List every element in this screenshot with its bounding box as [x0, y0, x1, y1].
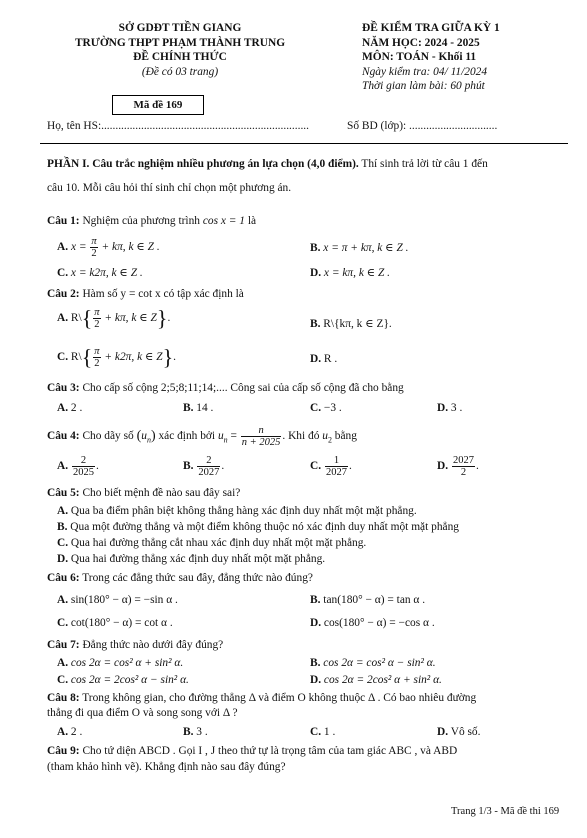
q6-option-d — [310, 617, 435, 630]
q4-def-u: u — [217, 430, 224, 443]
q6-a-label: A. — [57, 594, 69, 606]
question-2 — [47, 288, 244, 301]
exam-duration: Thời gian làm bài: 60 phút — [362, 80, 485, 92]
q7-c-label: C. — [57, 674, 69, 686]
q7-d-label: D. — [310, 674, 322, 686]
q2-c-den: 2 — [94, 358, 100, 370]
question-3 — [47, 382, 404, 395]
q1-d-text: x = kπ, k ∈ Z . — [321, 267, 391, 279]
q5-d-label: D. — [57, 553, 69, 565]
q7-a-text: cos 2α = cos² α + sin² α. — [68, 657, 184, 669]
q4-a-den: 2025 — [72, 467, 94, 479]
q2-a-fraction — [93, 307, 100, 330]
q1-option-d — [310, 267, 390, 280]
question-1 — [47, 215, 256, 228]
q8-c-text: 1 . — [321, 726, 336, 738]
part1-heading — [47, 158, 488, 171]
q4-def-fraction — [241, 425, 282, 448]
q3-b-label: B. — [183, 402, 194, 414]
q6-c-label: C. — [57, 617, 69, 629]
q1-text: Nghiệm của phương trình — [79, 215, 203, 227]
question-9-line2: (tham khảo hình vẽ). Khẳng định nào sau đây đúng? — [47, 761, 286, 773]
q1-option-b — [310, 242, 409, 255]
q2-option-a: A. R\{ $\frac{\pi}{2}$ + kπ, k ∈ Z}. — [57, 305, 171, 331]
q5-label: Câu 5: — [47, 487, 80, 499]
q8-a-text: 2 . — [68, 726, 83, 738]
q2-a-num: π — [94, 307, 100, 318]
q4-option-d: D. $\frac{2027}{2}$ . — [437, 455, 479, 479]
q7-option-b — [310, 657, 436, 670]
q6-option-c — [57, 617, 173, 630]
q1-a-rest: + kπ, k ∈ Z . — [98, 241, 160, 254]
q7-option-a — [57, 657, 183, 670]
q9-label: Câu 9: — [47, 745, 80, 757]
q4-b-num: 2 — [197, 455, 220, 467]
q4-a-num: 2 — [72, 455, 95, 467]
question-5 — [47, 487, 240, 500]
q4-c-den: 2027 — [325, 467, 347, 479]
q5-b-text: Qua một đường thẳng và một điểm không thuộc nó xác định duy nhất một mặt phẳng — [67, 521, 459, 533]
question-9 — [47, 745, 457, 758]
q3-option-d — [437, 402, 462, 415]
q6-option-b — [310, 594, 425, 607]
q8-option-a — [57, 726, 82, 739]
q3-option-b — [183, 402, 213, 415]
q2-b-label: B. — [310, 318, 321, 330]
q7-d-text: cos 2α = 2cos² α + sin² α. — [321, 674, 442, 686]
student-name-field: Họ, tên HS:......................................................................... — [47, 120, 309, 132]
q6-d-text: cos(180° − α) = −cos α . — [321, 617, 435, 629]
q1-label: Câu 1: — [47, 215, 80, 227]
question-8-line2: thẳng đi qua điểm O và song song với Δ ? — [47, 707, 238, 719]
question-7 — [47, 639, 223, 652]
q8-d-label: D. — [437, 726, 449, 738]
q5-b-label: B. — [57, 521, 68, 533]
q6-a-text: sin(180° − α) = −sin α . — [68, 594, 178, 606]
q5-c-label: C. — [57, 537, 69, 549]
q1-option-c — [57, 267, 143, 280]
q3-a-label: A. — [57, 402, 69, 414]
subject: MÔN: TOÁN - Khối 11 — [362, 51, 477, 63]
exam-title: ĐỀ KIỂM TRA GIỮA KỲ 1 — [362, 22, 500, 34]
q1-b-text: x = π + kπ, k ∈ Z . — [320, 242, 409, 254]
q8-option-c — [310, 726, 335, 739]
q5-a-text: Qua ba điểm phân biệt không thẳng hàng xác định duy nhất một mặt phẳng. — [68, 505, 417, 517]
q5-c-text: Qua hai đường thẳng cắt nhau xác định duy nhất một mặt phẳng. — [68, 537, 367, 549]
q2-c-fraction — [93, 346, 100, 369]
q3-label: Câu 3: — [47, 382, 80, 394]
q1-a-label: A. — [57, 241, 69, 254]
q7-b-text: cos 2α = cos² α − sin² α. — [320, 657, 436, 669]
question-4: Câu 4: Cho dãy số $(u_n)$ xác định bởi $u_n$ = $\frac{n}{n + 2025}$ . Khi đó $u_2$ bằng — [47, 425, 357, 449]
q4-label: Câu 4: — [47, 430, 80, 443]
part1-instruction-2: câu 10. Mỗi câu hỏi thí sinh chỉ chọn một phương án. — [47, 182, 292, 194]
q5-option-b — [57, 521, 459, 534]
question-8 — [47, 692, 476, 705]
q4-option-c: C. $\frac{1}{2027}$ . — [310, 455, 352, 479]
q8-d-text: Vô số. — [448, 726, 481, 738]
q8-a-label: A. — [57, 726, 69, 738]
q2-text: Hàm số y = cot x có tập xác định là — [79, 288, 244, 300]
q3-c-text: −3 . — [321, 402, 342, 414]
header-divider — [40, 143, 568, 144]
q3-d-text: 3 . — [448, 402, 463, 414]
q2-c-num: π — [94, 346, 100, 357]
q4-def-eq: = — [227, 430, 240, 443]
q8-option-b — [183, 726, 208, 739]
q4-option-b: B. $\frac{2}{2027}$ . — [183, 455, 225, 479]
q3-b-text: 14 . — [193, 402, 214, 414]
q2-c-label: C. — [57, 351, 69, 364]
page-footer: Trang 1/3 - Mã đề thi 169 — [451, 806, 560, 817]
q5-d-text: Qua hai đường thẳng xác định duy nhất một mặt phẳng. — [68, 553, 326, 565]
q9-text: Cho tứ diện ABCD . Gọi I , J theo thứ tự là trọng tâm của tam giác ABC , và ABD — [79, 745, 458, 757]
student-id-field: Số BD (lớp): ............................... — [347, 120, 498, 132]
q4-option-a: A. $\frac{2}{2025}$ . — [57, 455, 99, 479]
q4-def-num: n — [241, 425, 282, 437]
q3-d-label: D. — [437, 402, 449, 414]
q5-text: Cho biết mệnh đề nào sau đây sai? — [79, 487, 241, 499]
q4-a-label: A. — [57, 460, 69, 473]
q4-c-label: C. — [310, 460, 322, 473]
q6-b-text: tan(180° − α) = tan α . — [320, 594, 426, 606]
q2-label: Câu 2: — [47, 288, 80, 300]
q2-b-text: R\{kπ, k ∈ Z}. — [320, 318, 392, 330]
q7-label: Câu 7: — [47, 639, 80, 651]
q1-a-fraction — [90, 236, 97, 259]
q8-label: Câu 8: — [47, 692, 80, 704]
q4-def-sub: n — [223, 435, 228, 445]
q1-option-a: A. x = $\frac{\pi}{2}$ + kπ, k ∈ Z . — [57, 236, 160, 260]
q7-option-c — [57, 674, 189, 687]
q6-c-text: cot(180° − α) = cot α . — [68, 617, 173, 629]
q2-c-rest: + k2π, k ∈ Z — [101, 351, 163, 364]
q3-option-c — [310, 402, 342, 415]
q8-b-text: 3 . — [193, 726, 208, 738]
part1-title: PHẦN I. Câu trắc nghiệm nhiều phương án lựa chọn (4,0 điểm). — [47, 158, 359, 170]
school-year: NĂM HỌC: 2024 - 2025 — [362, 37, 480, 49]
department-name: SỞ GDĐT TIỀN GIANG — [118, 22, 242, 34]
q3-c-label: C. — [310, 402, 322, 414]
q4-def-den: n + 2025 — [241, 437, 281, 449]
q2-a-den: 2 — [94, 319, 100, 331]
q4-text2: xác định bởi — [155, 430, 218, 443]
q1-a-num: π — [91, 236, 97, 247]
q2-a-label: A. — [57, 312, 69, 325]
q3-a-text: 2 . — [68, 402, 83, 414]
exam-date: Ngày kiểm tra: 04/ 11/2024 — [362, 66, 488, 78]
q7-option-d — [310, 674, 442, 687]
q8-c-label: C. — [310, 726, 322, 738]
part1-instruction-1: Thí sinh trả lời từ câu 1 đến — [358, 158, 488, 170]
q4-un-sub: n — [146, 435, 151, 445]
q4-d-label: D. — [437, 460, 449, 473]
q3-text: Cho cấp số cộng 2;5;8;11;14;.... Công sai của cấp số cộng đã cho bằng — [79, 382, 404, 394]
q1-d-label: D. — [310, 267, 322, 279]
q7-c-text: cos 2α = 2cos² α − sin² α. — [68, 674, 189, 686]
q4-u2-sub: 2 — [327, 435, 332, 445]
q1-b-label: B. — [310, 242, 321, 254]
q6-label: Câu 6: — [47, 572, 80, 584]
q8-text: Trong không gian, cho đường thẳng Δ và điểm O không thuộc Δ . Có bao nhiêu đường — [79, 692, 477, 704]
question-6 — [47, 572, 313, 585]
official-label: ĐỀ CHÍNH THỨC — [133, 51, 227, 63]
q6-d-label: D. — [310, 617, 322, 629]
school-name: TRƯỜNG THPT PHẠM THÀNH TRUNG — [74, 37, 286, 49]
exam-code-box: Mã đề 169 — [112, 95, 204, 115]
q1-math: cos x = 1 — [202, 215, 245, 227]
q3-option-a — [57, 402, 82, 415]
q5-a-label: A. — [57, 505, 69, 517]
q2-option-c: C. R\{ $\frac{\pi}{2}$ + k2π, k ∈ Z}. — [57, 344, 177, 370]
q2-option-b — [310, 318, 392, 331]
q2-a-rest: + kπ, k ∈ Z — [101, 312, 157, 325]
q4-d-num: 2027 — [452, 455, 474, 466]
q5-option-d — [57, 553, 325, 566]
q2-d-label: D. — [310, 353, 322, 365]
q7-a-label: A. — [57, 657, 69, 669]
q6-b-label: B. — [310, 594, 321, 606]
q4-b-den: 2027 — [198, 467, 220, 479]
q4-d-den: 2 — [460, 467, 467, 479]
q4-text4: bằng — [331, 430, 357, 443]
q1-a-den: 2 — [91, 248, 97, 260]
q7-text: Đẳng thức nào dưới đây đúng? — [79, 639, 224, 651]
q1-c-text: x = k2π, k ∈ Z . — [68, 267, 143, 279]
q1-tail: là — [245, 215, 257, 227]
q5-option-c — [57, 537, 366, 550]
q2-option-d — [310, 353, 337, 366]
q5-option-a — [57, 505, 417, 518]
q6-option-a — [57, 594, 178, 607]
q4-c-num: 1 — [325, 455, 348, 467]
page-count: (Đề có 03 trang) — [141, 66, 219, 78]
q2-d-text: R . — [321, 353, 338, 365]
q1-c-label: C. — [57, 267, 69, 279]
q4-un: u — [141, 430, 147, 443]
q8-b-label: B. — [183, 726, 194, 738]
q4-u2: u — [322, 430, 328, 443]
q6-text: Trong các đẳng thức sau đây, đẳng thức nào đúng? — [79, 572, 313, 584]
q8-option-d — [437, 726, 480, 739]
q4-b-label: B. — [183, 460, 194, 473]
q4-text: Cho dãy số — [79, 430, 137, 443]
q4-text3: . Khi đó — [282, 430, 323, 443]
q7-b-label: B. — [310, 657, 321, 669]
